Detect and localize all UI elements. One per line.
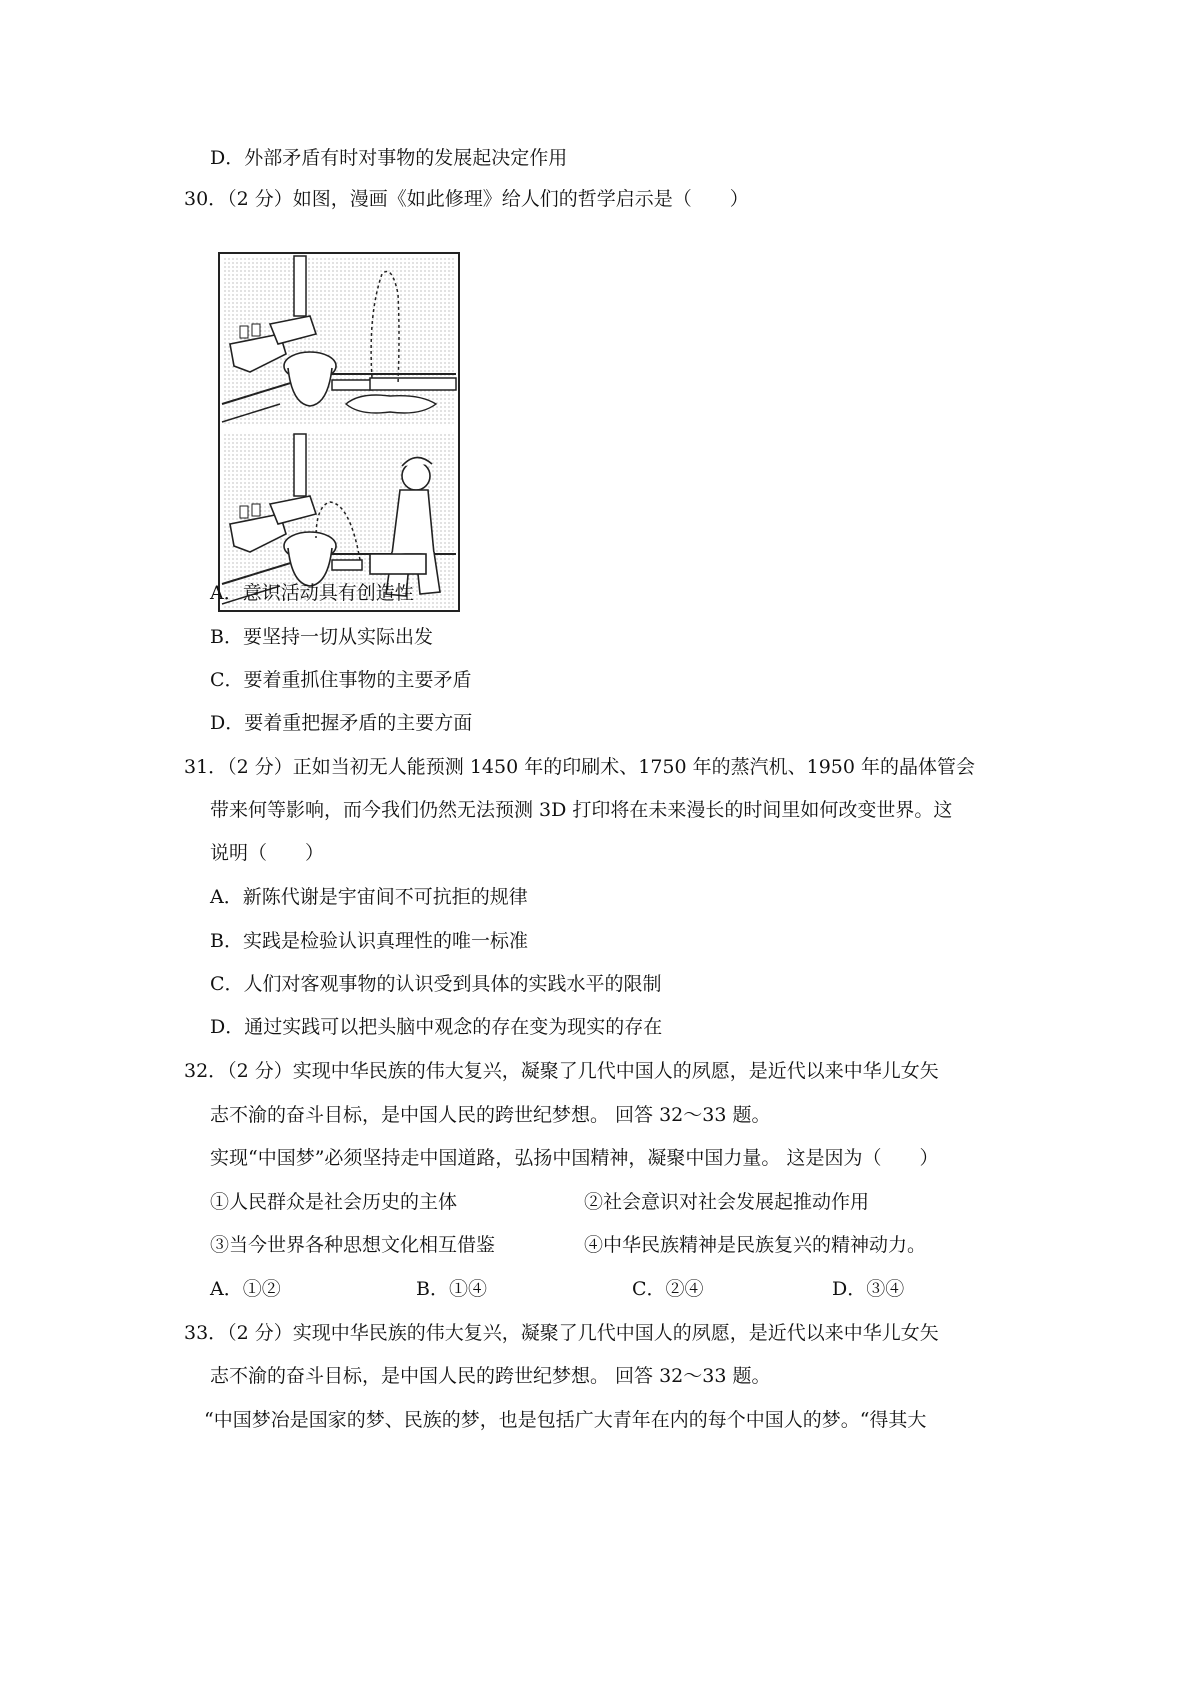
question-31-option-b: B．实践是检验认识真理性的唯一标准 xyxy=(210,930,528,952)
question-30-stem: 30．（2 分）如图，漫画《如此修理》给人们的哲学启示是（ ） xyxy=(184,188,749,210)
question-30-option-b: B．要坚持一切从实际出发 xyxy=(210,626,433,648)
question-32-choice-d: D．③④ xyxy=(832,1278,905,1300)
question-32-statement-1: ①人民群众是社会历史的主体 xyxy=(210,1191,458,1213)
question-31-stem-line-1: 31．（2 分）正如当初无人能预测 1450 年的印刷术、1750 年的蒸汽机、1950 年的晶体管会 xyxy=(184,756,976,778)
question-32-statement-2: ②社会意识对社会发展起推动作用 xyxy=(584,1191,870,1213)
question-30-option-d: D．要着重把握矛盾的主要方面 xyxy=(210,712,473,734)
prev-option-d: D．外部矛盾有时对事物的发展起决定作用 xyxy=(210,147,568,169)
question-32-choice-c: C．②④ xyxy=(632,1278,704,1300)
question-33-stem-line-1: 33．（2 分）实现中华民族的伟大复兴，凝聚了几代中国人的夙愿，是近代以来中华儿女矢 xyxy=(184,1322,939,1344)
question-31-stem-line-3: 说明（ ） xyxy=(210,842,325,864)
question-32-choice-b: B．①④ xyxy=(416,1278,487,1300)
question-31-option-a: A．新陈代谢是宇宙间不可抗拒的规律 xyxy=(210,886,528,908)
question-32-choice-a: A．①② xyxy=(210,1278,281,1300)
question-30-option-c: C．要着重抓住事物的主要矛盾 xyxy=(210,669,472,691)
cartoon-image xyxy=(218,252,460,612)
question-31-option-c: C．人们对客观事物的认识受到具体的实践水平的限制 xyxy=(210,973,662,995)
question-30-option-a: A．意识活动具有创造性 xyxy=(210,582,414,604)
question-32-stem-line-3: 实现“中国梦”必须坚持走中国道路，弘扬中国精神，凝聚中国力量。 这是因为（ ） xyxy=(210,1147,939,1169)
question-32-statement-4: ④中华民族精神是民族复兴的精神动力。 xyxy=(584,1234,927,1256)
question-32-statement-3: ③当今世界各种思想文化相互借鉴 xyxy=(210,1234,496,1256)
question-32-stem-line-1: 32．（2 分）实现中华民族的伟大复兴，凝聚了几代中国人的夙愿，是近代以来中华儿女矢 xyxy=(184,1060,939,1082)
question-32-stem-line-2: 志不渝的奋斗目标，是中国人民的跨世纪梦想。 回答 32～33 题。 xyxy=(210,1104,771,1126)
question-31-option-d: D．通过实践可以把头脑中观念的存在变为现实的存在 xyxy=(210,1016,663,1038)
question-33-stem-line-2: 志不渝的奋斗目标，是中国人民的跨世纪梦想。 回答 32～33 题。 xyxy=(210,1365,771,1387)
question-31-stem-line-2: 带来何等影响，而今我们仍然无法预测 3D 打印将在未来漫长的时间里如何改变世界。这 xyxy=(210,799,953,821)
question-33-stem-line-3: “中国梦冶是国家的梦、民族的梦，也是包括广大青年在内的每个中国人的梦。“得其大 xyxy=(204,1409,927,1431)
